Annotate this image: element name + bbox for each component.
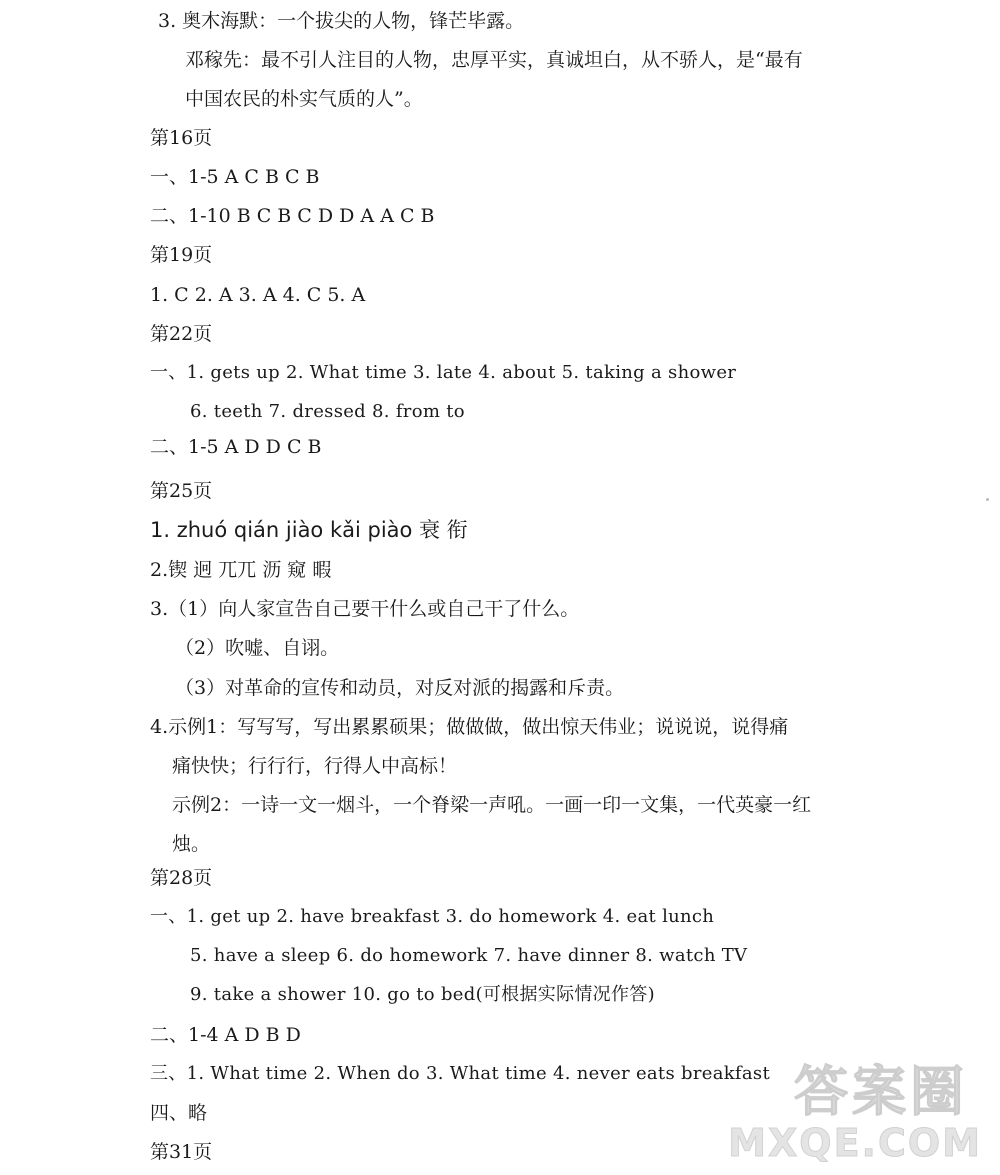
text-line: 二、1-5 A D D C B	[150, 436, 322, 458]
text-line: 四、略	[150, 1102, 208, 1124]
text-line: 邓稼先：最不引人注目的人物，忠厚平实，真诚坦白，从不骄人，是“最有	[185, 49, 803, 71]
text-line: 中国农民的朴实气质的人”。	[185, 88, 423, 110]
text-line: 9. take a shower 10. go to bed(可根据实际情况作答)	[190, 984, 655, 1005]
text-line: 痛快快；行行行，行得人中高标！	[172, 755, 458, 777]
text-line: 6. teeth 7. dressed 8. from to	[190, 401, 465, 422]
text-line: 第19页	[150, 244, 213, 266]
text-line: 三、1. What time 2. When do 3. What time 4. never eats breakfast	[150, 1063, 770, 1084]
text-line: 第16页	[150, 127, 213, 149]
text-line: 第31页	[150, 1141, 213, 1163]
watermark-chinese: 答案圈	[794, 1060, 968, 1123]
text-line: （2）吹嘘、自诩。	[175, 637, 340, 659]
text-line: 一、1-5 A C B C B	[150, 166, 320, 188]
text-line: 示例2：一诗一文一烟斗，一个脊梁一声吼。一画一印一文集，一代英豪一红	[172, 794, 812, 816]
margin-dot	[986, 498, 989, 501]
text-line: 4.示例1：写写写，写出累累硕果；做做做，做出惊天伟业；说说说，说得痛	[150, 716, 789, 738]
text-line: 2.锲 迥 兀兀 沥 窥 暇	[150, 559, 332, 581]
text-line: （3）对革命的宣传和动员，对反对派的揭露和斥责。	[175, 677, 625, 699]
text-line: 一、1. get up 2. have breakfast 3. do homework 4. eat lunch	[150, 906, 715, 927]
text-line: 1. C 2. A 3. A 4. C 5. A	[150, 284, 366, 306]
text-line: 二、1-10 B C B C D D A A C B	[150, 205, 435, 227]
text-line: 1. zhuó qián jiào kǎi piào 衰 衔	[150, 518, 468, 542]
watermark-domain: MXQE.COM	[728, 1121, 982, 1165]
text-line: 第25页	[150, 480, 213, 502]
text-line: 二、1-4 A D B D	[150, 1024, 301, 1046]
text-line: 3. 奥木海默：一个拔尖的人物，锋芒毕露。	[158, 10, 525, 32]
text-line: 第22页	[150, 323, 213, 345]
text-line: 烛。	[172, 833, 211, 855]
watermark-logo	[658, 1049, 988, 1169]
text-line: 第28页	[150, 867, 213, 889]
text-line: 一、1. gets up 2. What time 3. late 4. about 5. taking a shower	[150, 362, 737, 383]
text-line: 3.（1）向人家宣告自己要干什么或自己干了什么。	[150, 598, 580, 620]
text-line: 5. have a sleep 6. do homework 7. have dinner 8. watch TV	[190, 945, 748, 966]
